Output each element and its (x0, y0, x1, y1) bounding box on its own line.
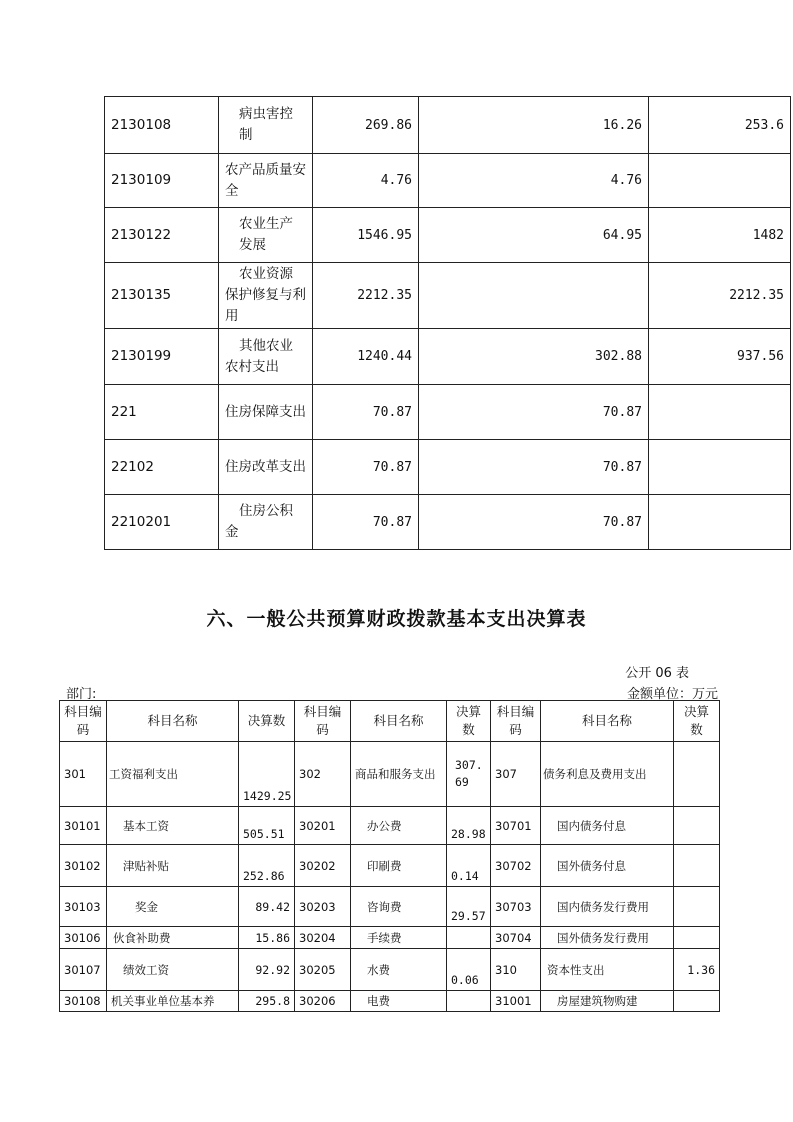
project-amount: 1482 (649, 208, 791, 263)
amount (674, 742, 720, 807)
subject-code: 30201 (295, 807, 351, 845)
expenditure-detail-table (104, 96, 791, 550)
subject-name: 房屋建筑物购建 (541, 991, 674, 1012)
header-subject-name: 科目名称 (107, 701, 239, 742)
amount (674, 807, 720, 845)
total-amount: 70.87 (313, 495, 419, 550)
total-amount: 70.87 (313, 440, 419, 495)
project-amount: 937.56 (649, 329, 791, 385)
amount: 0.06 (447, 949, 491, 991)
subject-name: 办公费 (351, 807, 447, 845)
amount: 0.14 (447, 845, 491, 887)
subject-name: 手续费 (351, 927, 447, 949)
subject-code: 30703 (491, 887, 541, 927)
amount (674, 991, 720, 1012)
table-row (105, 97, 791, 154)
subject-code: 30203 (295, 887, 351, 927)
table-row (60, 807, 720, 845)
project-amount (649, 385, 791, 440)
subject-name: 基本工资 (107, 807, 239, 845)
amount (674, 845, 720, 887)
amount-unit-label: 金额单位：万元 (626, 687, 718, 702)
subject-code: 2130109 (105, 154, 219, 208)
table-row (60, 991, 720, 1012)
basic-amount: 70.87 (419, 495, 649, 550)
amount: 1.36 (674, 949, 720, 991)
amount: 252.86 (239, 845, 295, 887)
subject-code: 2130108 (105, 97, 219, 154)
table-row (60, 927, 720, 949)
table-row (60, 887, 720, 927)
subject-name: 住房保障支出 (219, 385, 313, 440)
subject-code: 30204 (295, 927, 351, 949)
amount: 15.86 (239, 927, 295, 949)
subject-name: 津贴补贴 (107, 845, 239, 887)
amount: 89.42 (239, 887, 295, 927)
subject-code: 30102 (60, 845, 107, 887)
amount (674, 927, 720, 949)
department-label: 部门: (66, 687, 97, 702)
amount: 28.98 (447, 807, 491, 845)
subject-name: 资本性支出 (541, 949, 674, 991)
subject-name: 国内债务付息 (541, 807, 674, 845)
basic-amount: 16.26 (419, 97, 649, 154)
subject-code: 30206 (295, 991, 351, 1012)
basic-expenditure-table (59, 700, 720, 1012)
table-row (105, 385, 791, 440)
subject-code: 22102 (105, 440, 219, 495)
subject-name: 农业资源保护修复与利用 (219, 263, 313, 329)
header-subject-code: 科目编码 (491, 701, 541, 742)
subject-name: 国内债务发行费用 (541, 887, 674, 927)
basic-amount (419, 263, 649, 329)
table-row (105, 495, 791, 550)
subject-name: 农产品质量安全 (219, 154, 313, 208)
subject-name: 工资福利支出 (107, 742, 239, 807)
amount: 295.8 (239, 991, 295, 1012)
subject-code: 30101 (60, 807, 107, 845)
subject-code: 221 (105, 385, 219, 440)
header-amount: 决算数 (674, 701, 720, 742)
subject-code: 301 (60, 742, 107, 807)
subject-name: 商品和服务支出 (351, 742, 447, 807)
table-row (105, 440, 791, 495)
subject-name: 印刷费 (351, 845, 447, 887)
subject-name: 伙食补助费 (107, 927, 239, 949)
table-row (105, 263, 791, 329)
total-amount: 2212.35 (313, 263, 419, 329)
subject-code: 30107 (60, 949, 107, 991)
subject-code: 30108 (60, 991, 107, 1012)
header-amount: 决算数 (447, 701, 491, 742)
total-amount: 1240.44 (313, 329, 419, 385)
subject-name: 咨询费 (351, 887, 447, 927)
header-subject-name: 科目名称 (351, 701, 447, 742)
total-amount: 70.87 (313, 385, 419, 440)
table-row (60, 742, 720, 807)
project-amount (649, 154, 791, 208)
subject-name: 农业生产发展 (219, 208, 313, 263)
subject-code: 30702 (491, 845, 541, 887)
basic-amount: 70.87 (419, 440, 649, 495)
total-amount: 269.86 (313, 97, 419, 154)
subject-code: 31001 (491, 991, 541, 1012)
subject-name: 电费 (351, 991, 447, 1012)
subject-name: 奖金 (107, 887, 239, 927)
subject-code: 2130122 (105, 208, 219, 263)
basic-amount: 64.95 (419, 208, 649, 263)
subject-code: 30205 (295, 949, 351, 991)
project-amount: 2212.35 (649, 263, 791, 329)
subject-name: 国外债务付息 (541, 845, 674, 887)
header-row (60, 701, 720, 742)
subject-code: 2130199 (105, 329, 219, 385)
basic-amount: 302.88 (419, 329, 649, 385)
table-row (105, 154, 791, 208)
header-subject-code: 科目编码 (295, 701, 351, 742)
table-row (105, 329, 791, 385)
header-amount: 决算数 (239, 701, 295, 742)
subject-code: 30103 (60, 887, 107, 927)
amount: 1429.25 (239, 742, 295, 807)
project-amount: 253.6 (649, 97, 791, 154)
total-amount: 1546.95 (313, 208, 419, 263)
table-row (60, 845, 720, 887)
subject-name: 水费 (351, 949, 447, 991)
basic-amount: 70.87 (419, 385, 649, 440)
subject-code: 30704 (491, 927, 541, 949)
amount: 29.57 (447, 887, 491, 927)
subject-code: 307 (491, 742, 541, 807)
header-subject-name: 科目名称 (541, 701, 674, 742)
amount: 505.51 (239, 807, 295, 845)
table-number: 公开 06 表 (625, 666, 689, 681)
subject-name: 机关事业单位基本养 (107, 991, 239, 1012)
subject-name: 住房改革支出 (219, 440, 313, 495)
subject-name: 债务利息及费用支出 (541, 742, 674, 807)
subject-name: 绩效工资 (107, 949, 239, 991)
section-title: 六、一般公共预算财政拨款基本支出决算表 (206, 608, 587, 630)
table-row (60, 949, 720, 991)
amount: 92.92 (239, 949, 295, 991)
amount (674, 887, 720, 927)
subject-code: 30202 (295, 845, 351, 887)
subject-name: 其他农业农村支出 (219, 329, 313, 385)
basic-amount: 4.76 (419, 154, 649, 208)
subject-name: 国外债务发行费用 (541, 927, 674, 949)
subject-code: 2130135 (105, 263, 219, 329)
project-amount (649, 495, 791, 550)
header-subject-code: 科目编码 (60, 701, 107, 742)
subject-code: 30106 (60, 927, 107, 949)
table-row (105, 208, 791, 263)
subject-code: 302 (295, 742, 351, 807)
subject-code: 310 (491, 949, 541, 991)
amount: 307.69 (447, 742, 491, 807)
amount (447, 927, 491, 949)
amount (447, 991, 491, 1012)
subject-name: 住房公积金 (219, 495, 313, 550)
total-amount: 4.76 (313, 154, 419, 208)
project-amount (649, 440, 791, 495)
subject-code: 2210201 (105, 495, 219, 550)
subject-name: 病虫害控制 (219, 97, 313, 154)
subject-code: 30701 (491, 807, 541, 845)
